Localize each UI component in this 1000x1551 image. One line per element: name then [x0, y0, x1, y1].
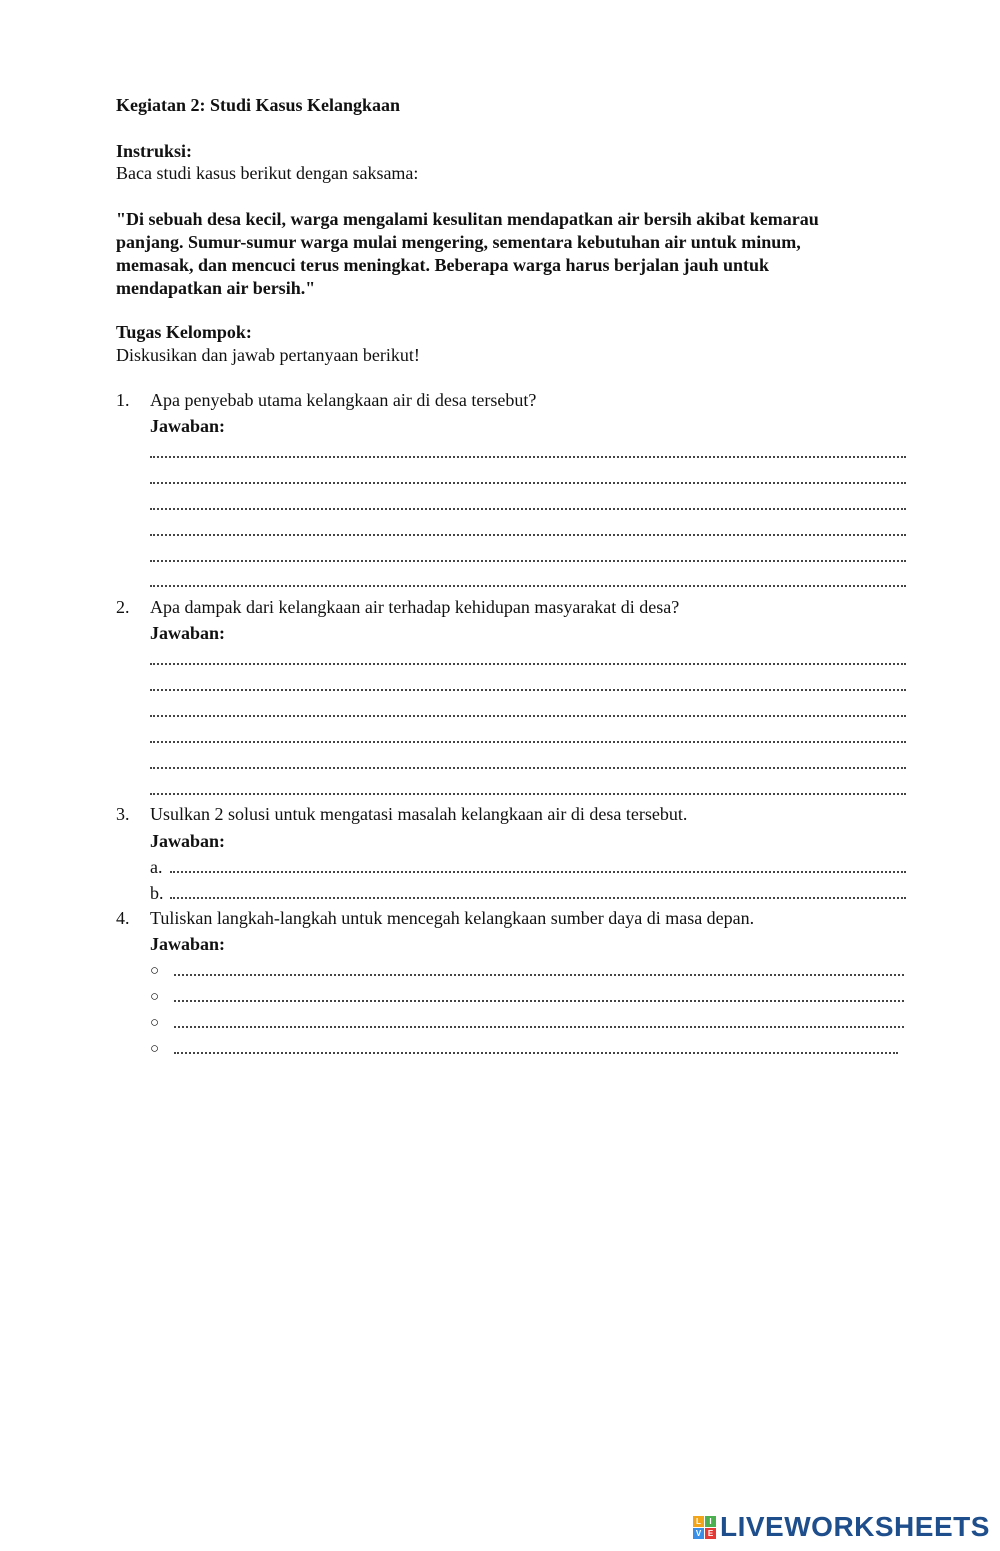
answer-line[interactable] [174, 1016, 904, 1028]
question-text: Apa dampak dari kelangkaan air terhadap kehidupan masyarakat di desa? [150, 597, 680, 617]
answer-label: Jawaban: [150, 831, 226, 851]
logo-letter: I [705, 1516, 716, 1527]
case-study-line: "Di sebuah desa kecil, warga mengalami kesulitan mendapatkan air bersih akibat kemarau [116, 209, 819, 229]
answer-line[interactable] [150, 446, 906, 458]
instruksi-text: Baca studi kasus berikut dengan saksama: [116, 163, 419, 183]
option-label-a: a. [150, 857, 163, 877]
case-study-line: panjang. Sumur-sumur warga mulai mengering, sementara kebutuhan air untuk minum, [116, 232, 801, 252]
question-number: 2. [116, 597, 130, 617]
question-number: 4. [116, 908, 130, 928]
question-number: 3. [116, 804, 130, 824]
answer-line[interactable] [150, 472, 906, 484]
question-text: Apa penyebab utama kelangkaan air di desa tersebut? [150, 390, 537, 410]
option-label-b: b. [150, 883, 164, 903]
circle-bullet-icon: ○ [150, 1041, 160, 1057]
answer-label: Jawaban: [150, 934, 226, 954]
case-study-line: memasak, dan mencuci terus meningkat. Beberapa warga harus berjalan jauh untuk [116, 255, 770, 275]
liveworksheets-logo [693, 1512, 990, 1542]
answer-line[interactable] [150, 783, 906, 795]
answer-line[interactable] [150, 679, 906, 691]
case-study-line: mendapatkan air bersih." [116, 278, 316, 298]
circle-bullet-icon: ○ [150, 989, 160, 1005]
question-number: 1. [116, 390, 130, 410]
answer-line[interactable] [150, 705, 906, 717]
tugas-text: Diskusikan dan jawab pertanyaan berikut! [116, 345, 420, 365]
circle-bullet-icon: ○ [150, 963, 160, 979]
answer-line[interactable] [150, 731, 906, 743]
answer-line[interactable] [150, 575, 906, 587]
answer-line[interactable] [174, 990, 904, 1002]
question-text: Tuliskan langkah-langkah untuk mencegah kelangkaan sumber daya di masa depan. [150, 908, 755, 928]
answer-line[interactable] [150, 550, 906, 562]
liveworksheets-logo-text: LIVEWORKSHEETS [720, 1511, 990, 1542]
answer-line-a[interactable] [170, 861, 906, 873]
answer-line[interactable] [174, 1042, 898, 1054]
answer-label: Jawaban: [150, 416, 226, 436]
answer-line[interactable] [150, 524, 906, 536]
question-text: Usulkan 2 solusi untuk mengatasi masalah kelangkaan air di desa tersebut. [150, 804, 688, 824]
answer-line[interactable] [150, 498, 906, 510]
tugas-heading: Tugas Kelompok: [116, 322, 252, 342]
instruksi-heading: Instruksi: [116, 141, 193, 161]
answer-line[interactable] [174, 964, 904, 976]
logo-letter: V [693, 1528, 704, 1539]
answer-line[interactable] [150, 757, 906, 769]
logo-letter: E [705, 1528, 716, 1539]
logo-letter: L [693, 1516, 704, 1527]
answer-line[interactable] [150, 653, 906, 665]
answer-label: Jawaban: [150, 623, 226, 643]
page-title: Kegiatan 2: Studi Kasus Kelangkaan [116, 95, 401, 115]
circle-bullet-icon: ○ [150, 1015, 160, 1031]
liveworksheets-logo-icon [693, 1516, 716, 1539]
answer-line-b[interactable] [170, 887, 906, 899]
